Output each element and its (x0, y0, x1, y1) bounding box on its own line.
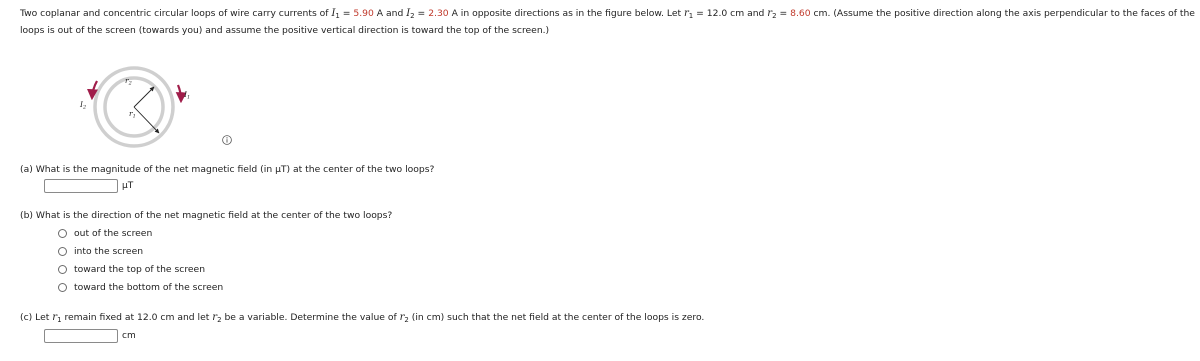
question-c-text: remain fixed at 12.0 cm and let (61, 312, 213, 323)
label-r1: $r_1$ (129, 109, 136, 120)
radio-button[interactable] (58, 283, 67, 292)
question-c-text: (in cm) such that the net field at the center of the loops is zero. (408, 312, 705, 323)
radius-2-symbol: r (399, 312, 405, 323)
label-I2: $I_2$ (80, 100, 87, 111)
loops-figure (70, 64, 220, 154)
radius-2-subscript: 2 (217, 316, 222, 324)
radius-2-symbol: r (767, 8, 773, 19)
answer-c-input[interactable] (44, 329, 118, 343)
radius-1-subscript: 1 (688, 12, 694, 20)
equals-sign: = (339, 8, 354, 19)
option-out-of-screen[interactable] (58, 226, 152, 240)
current-1-subscript: 1 (335, 12, 340, 20)
radio-button[interactable] (58, 247, 67, 256)
info-icon[interactable] (222, 135, 232, 145)
radius-2-subscript: 2 (772, 12, 777, 20)
equals-sign: = (414, 8, 429, 19)
radius-2-value: 8.60 (790, 8, 811, 19)
answer-c-row (44, 329, 136, 343)
question-b: (b) What is the direction of the net magnetic field at the center of the two loops? (20, 210, 393, 221)
answer-c-unit: cm (122, 331, 136, 341)
intro-text: cm. (Assume the positive direction along the axis perpendicular to the faces of the loops is out of the screen (towards you) and assume the positive vertical direction is toward the top of the screen.) (20, 8, 1195, 36)
option-label: out of the screen (74, 227, 153, 239)
question-c-text: be a variable. Determine the value of (221, 312, 400, 323)
equals-sign: = (776, 8, 791, 19)
radius-1-symbol: r (52, 312, 58, 323)
radius-2-line (134, 87, 154, 107)
current-2-value: 2.30 (428, 8, 449, 19)
option-label: toward the top of the screen (74, 263, 206, 275)
radius-2-subscript: 2 (404, 316, 409, 324)
answer-a-row (44, 179, 133, 193)
intro-text: = 12.0 cm and (693, 8, 768, 19)
intro-text: Two coplanar and concentric circular loops of wire carry currents of (20, 8, 332, 19)
option-toward-top[interactable] (58, 262, 205, 276)
intro-text: A and (373, 8, 407, 19)
current-2-subscript: 2 (410, 12, 415, 20)
label-I1: $I_1$ (184, 90, 191, 101)
current-1-symbol: I (331, 8, 336, 19)
option-label: into the screen (74, 245, 144, 257)
current-1-value: 5.90 (353, 8, 374, 19)
radio-button[interactable] (58, 265, 67, 274)
question-c-text: (c) Let (20, 312, 53, 323)
answer-a-unit: µT (122, 181, 134, 191)
intro-text: A in opposite directions as in the figure below. Let (448, 8, 684, 19)
current-2-symbol: I (406, 8, 411, 19)
radius-1-line (134, 107, 159, 133)
answer-a-input[interactable] (44, 179, 118, 193)
radius-1-subscript: 1 (57, 316, 62, 324)
question-c (20, 311, 704, 325)
problem-statement (20, 5, 1195, 39)
radio-button[interactable] (58, 229, 67, 238)
option-label: toward the bottom of the screen (74, 281, 224, 293)
question-a: (a) What is the magnitude of the net magnetic field (in µT) at the center of the two loops? (20, 164, 435, 175)
current-1-arrow (178, 85, 181, 101)
label-r2: $r_2$ (125, 76, 132, 87)
option-into-screen[interactable] (58, 244, 143, 258)
radius-1-symbol: r (684, 8, 689, 19)
option-toward-bottom[interactable] (58, 280, 223, 294)
radius-2-symbol: r (212, 312, 218, 323)
